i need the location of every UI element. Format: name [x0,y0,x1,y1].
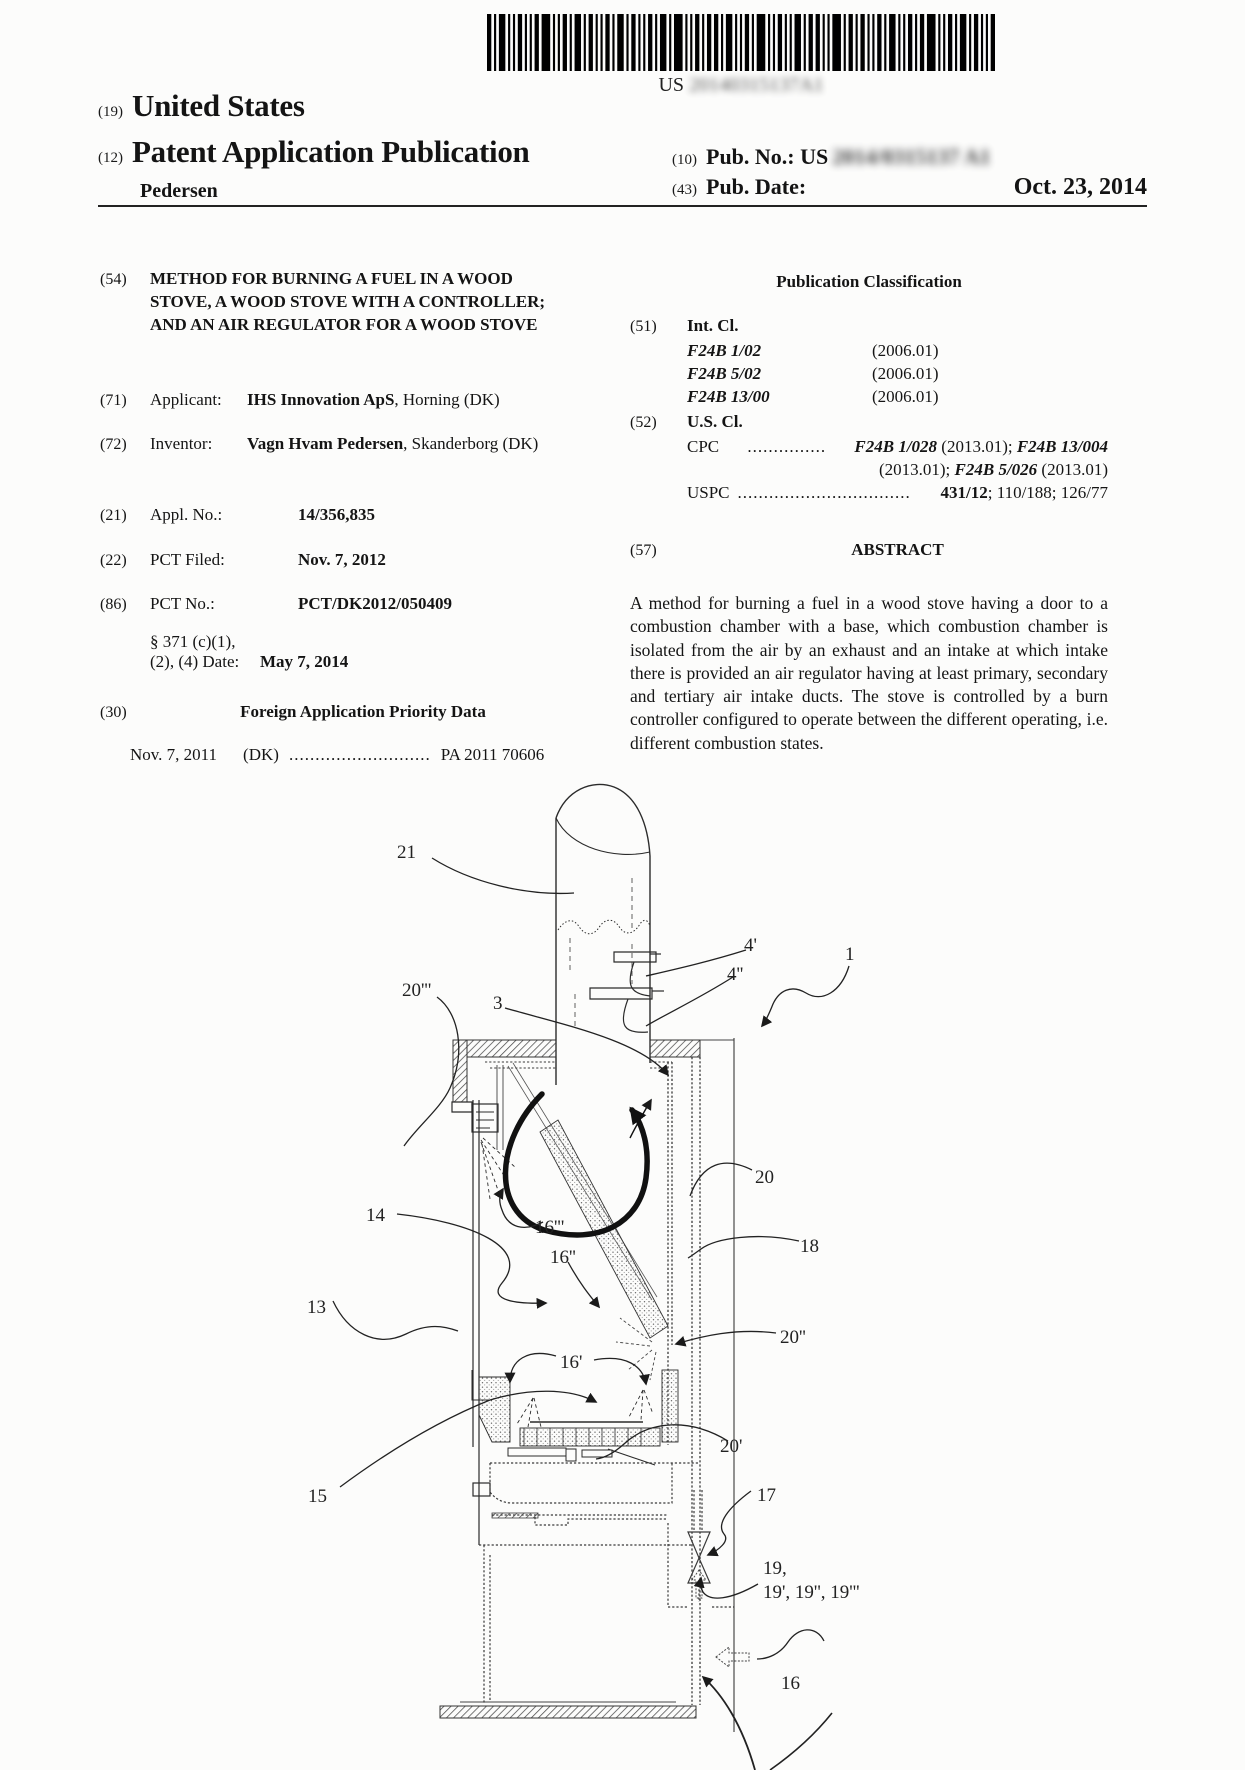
air-intake-valve [668,1490,734,1607]
ino-code-51: (51) [630,318,657,335]
header-country-line [98,88,305,124]
leader-1 [762,966,849,1026]
abstract-paragraph: A method for burning a fuel in a wood stove having a door to a combustion chamber with a base, which combustion chamber is isolated from the air by an exhaust and an intake at which intake there is provided an air regulator having at least primary, secondary and tertiary air intake ducts. The stove is controlled by a burn controller configured to operate between the different operating, i.e. different combustion states. [630,593,1108,753]
door-top-manifold [453,1040,467,1102]
ino-code-71: (71) [100,392,127,409]
intcl-entry-row [687,387,1108,407]
bottom-flow-arrow [703,1677,755,1770]
figure-label-3: 3 [493,993,503,1014]
header-rule [98,205,1147,207]
ino-code-22: (22) [100,552,127,569]
cpc-line1 [687,437,1108,457]
figure-label-1: 1 [845,944,855,965]
leader-20 [690,1163,752,1196]
priority-country: (DK) [243,745,279,764]
s371-line2: (2), (4) Date: [150,652,240,671]
intcl-label: Int. Cl. [687,316,739,335]
ino-code-19: (19) [98,104,123,120]
chimney-pipe [556,784,650,1085]
ino-code-57: (57) [630,542,657,559]
inventor-city: , Skanderborg (DK) [403,434,539,453]
right-column-block [662,1370,678,1442]
priority-date: Nov. 7, 2011 [130,745,218,764]
leader-18 [688,1237,799,1258]
uscl-label: U.S. Cl. [687,412,743,431]
applicant-row [100,390,576,410]
barcode-caption [487,74,995,97]
base-plate [440,1706,696,1718]
title-row [100,268,576,336]
figure-label-20pp: 20'' [780,1327,806,1348]
leader-4pp [646,977,733,1026]
applicant-city: , Horning (DK) [394,390,500,409]
leader-20pp [676,1331,776,1344]
cpc-ref2: F24B 13/004 [1016,437,1108,456]
intcl-entry-row [687,341,1108,361]
pub-no-label: Pub. No.: US [706,144,829,169]
patent-figure [0,690,1245,1770]
leader-16pp [568,1262,599,1307]
pct-no-value: PCT/DK2012/050409 [298,594,452,613]
pct-filed-value: Nov. 7, 2012 [298,550,386,569]
intcl-code: F24B 1/02 [687,341,762,360]
uspc-label: USPC [687,483,730,502]
uspc-line [687,483,1108,503]
figure-label-13: 13 [307,1297,326,1318]
leader-21 [432,858,574,893]
chamber-ceiling [485,1062,672,1068]
cpc-label: CPC [687,437,720,456]
valve-upper-triangle [688,1532,710,1558]
abstract-heading: ABSTRACT [851,540,944,559]
ash-pan-and-pedestal [479,1463,700,1703]
pct-no-row [100,594,576,614]
bottom-cut-curve [770,1713,832,1770]
uspc-primary: 431/12 [940,483,988,502]
pub-no-value-blurred: 2014/0315137 A1 [832,144,991,169]
uspc-values [941,483,1109,503]
barcode-country: US [658,74,685,96]
intcl-code: F24B 13/00 [687,387,770,406]
appl-no-value: 14/356,835 [298,505,375,524]
s371-value: May 7, 2014 [260,652,349,671]
leader-20ppp [404,997,459,1146]
classification-heading: Publication Classification [776,272,962,291]
ino-code-43: (43) [672,182,697,198]
figure-label-16ppp: 16''' [535,1217,565,1238]
priority-dots: ........................... [288,745,431,764]
cpc-ref1: F24B 1/028 [854,437,938,456]
ash-drawer-knob [473,1483,490,1496]
appl-no-row [100,505,576,525]
leader-16p-left [510,1354,556,1382]
cpc-line2 [630,460,1108,480]
figure-label-15: 15 [308,1486,327,1507]
pub-date-label: Pub. Date: [706,174,807,199]
inventor-name: Vagn Hvam Pedersen [247,434,404,453]
header-pub-block [672,144,1147,201]
pct-no-label: PCT No.: [150,594,215,613]
grate-teeth [520,1428,660,1446]
inventor-value [247,434,567,454]
uspc-rest: ; 110/188; 126/77 [987,483,1108,502]
leader-16 [757,1630,824,1659]
country-name: United States [132,88,305,123]
intcl-version: (2006.01) [872,387,939,406]
door-lower-block [479,1377,510,1442]
stove-door [452,1065,516,1545]
intcl-entry-row [687,364,1108,384]
figure-label-16p: 16' [560,1352,583,1373]
applicant-name: IHS Innovation ApS [247,390,395,409]
intcl-row [630,316,1108,336]
figure-label-4pp: 4'' [727,964,744,985]
figure-label-18: 18 [800,1236,819,1257]
intcl-version: (2006.01) [872,341,939,360]
uspc-dots: ................................. [737,483,911,502]
s371-block [150,632,576,672]
figure-labels [307,842,860,1694]
cpc-mid1: (2013.01); [937,437,1017,456]
applicant-label: Applicant: [150,390,222,409]
figure-label-20: 20 [755,1167,774,1188]
figure-label-16: 16 [781,1673,800,1694]
pub-date-line [672,174,1147,201]
figure-label-20ppp: 20''' [402,980,432,1001]
s371-line1: § 371 (c)(1), [150,632,236,651]
cpc-line2-post: (2013.01) [1037,460,1108,479]
inventor-row [100,434,576,454]
ino-code-52: (52) [630,414,657,431]
barcode-bars-svg [487,14,995,71]
figure-label-16pp: 16'' [550,1247,576,1268]
pct-filed-label: PCT Filed: [150,550,225,569]
grate-assembly [508,1370,678,1465]
leader-17 [708,1491,751,1555]
ino-code-86: (86) [100,596,127,613]
room-air-arrow-icon [716,1647,749,1667]
leader-13 [333,1301,458,1339]
intcl-code: F24B 5/02 [687,364,762,383]
ino-code-21: (21) [100,507,127,524]
pct-filed-row [100,550,576,570]
figure-label-4p: 4' [744,935,757,956]
ino-code-72: (72) [100,436,127,453]
ino-code-12: (12) [98,150,123,166]
header-doctype-line [98,134,529,170]
pub-no-line [672,144,1147,170]
intcl-version: (2006.01) [872,364,939,383]
figure-label-17: 17 [757,1485,776,1506]
figure-label-20p: 20' [720,1436,743,1457]
ino-code-10: (10) [672,152,697,168]
ino-code-54: (54) [100,271,127,288]
cpc-ref3: F24B 5/026 [954,460,1038,479]
figure-label-21: 21 [397,842,416,863]
leader-16p-right [594,1358,646,1384]
flue-fittings [590,952,664,1032]
cpc-dots: ............... [747,437,827,456]
figure-label-14: 14 [366,1205,385,1226]
inventor-surname: Pedersen [140,180,218,202]
pub-date-value: Oct. 23, 2014 [1013,174,1147,200]
ino-code-30: (30) [100,704,127,721]
cpc-line2-pre: (2013.01); [878,460,955,479]
inventor-label: Inventor: [150,434,213,453]
s371-line2-row [150,652,576,672]
applicant-value [247,390,500,410]
figure-label-19b: 19', 19'', 19''' [763,1582,860,1603]
figure-label-19a: 19, [763,1558,787,1579]
barcode [487,14,995,71]
abstract-heading-row [630,540,1108,560]
priority-number: PA 2011 70606 [440,745,545,764]
foreign-priority-heading: Foreign Application Priority Data [240,702,486,721]
uscl-row [630,412,1108,432]
doc-type: Patent Application Publication [132,134,530,169]
barcode-number-blurred: 20140315137A1 [689,74,824,96]
cpc-refs-line1 [854,437,1108,457]
invention-title: METHOD FOR BURNING A FUEL IN A WOOD STOVE, A WOOD STOVE WITH A CONTROLLER; AND AN AIR REGULATOR FOR A WOOD STOVE [150,269,546,334]
appl-no-label: Appl. No.: [150,505,223,524]
